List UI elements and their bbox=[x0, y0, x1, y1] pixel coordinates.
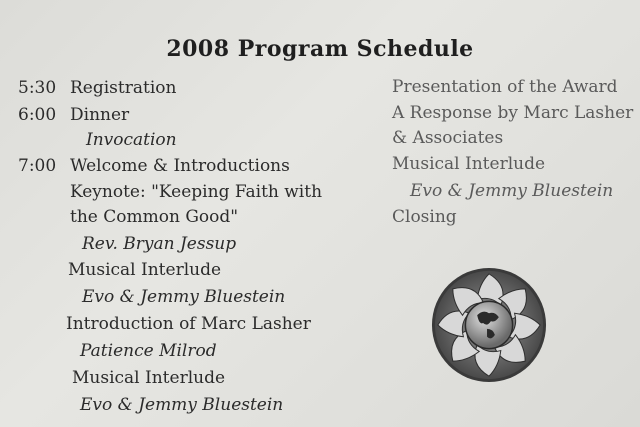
schedule-item: A Response by Marc Lasher bbox=[392, 103, 634, 123]
page-title: 2008 Program Schedule bbox=[166, 36, 474, 62]
schedule-item: Introduction of Marc Lasher bbox=[66, 314, 311, 334]
schedule-item: Evo & Jemmy Bluestein bbox=[82, 287, 286, 307]
globe-emblem-icon bbox=[430, 266, 548, 384]
schedule-item: Registration bbox=[70, 78, 177, 98]
schedule-item: Closing bbox=[392, 207, 457, 227]
schedule-item: Evo & Jemmy Bluestein bbox=[80, 395, 284, 415]
schedule-item: Rev. Bryan Jessup bbox=[82, 234, 237, 254]
schedule-item: Keynote: "Keeping Faith with bbox=[70, 182, 323, 202]
schedule-item: Presentation of the Award bbox=[392, 77, 618, 97]
time-label: 6:00 bbox=[18, 105, 57, 125]
time-label: 5:30 bbox=[18, 78, 57, 98]
schedule-item: Invocation bbox=[86, 130, 177, 150]
schedule-item: & Associates bbox=[392, 128, 504, 148]
schedule-item: Evo & Jemmy Bluestein bbox=[410, 181, 614, 201]
schedule-item: the Common Good" bbox=[70, 207, 239, 227]
schedule-item: Musical Interlude bbox=[68, 260, 222, 280]
schedule-item: Musical Interlude bbox=[392, 154, 546, 174]
schedule-item: Welcome & Introductions bbox=[70, 156, 290, 176]
time-label: 7:00 bbox=[18, 156, 57, 176]
schedule-item: Dinner bbox=[70, 105, 130, 125]
schedule-item: Patience Milrod bbox=[80, 341, 217, 361]
schedule-item: Musical Interlude bbox=[72, 368, 226, 388]
